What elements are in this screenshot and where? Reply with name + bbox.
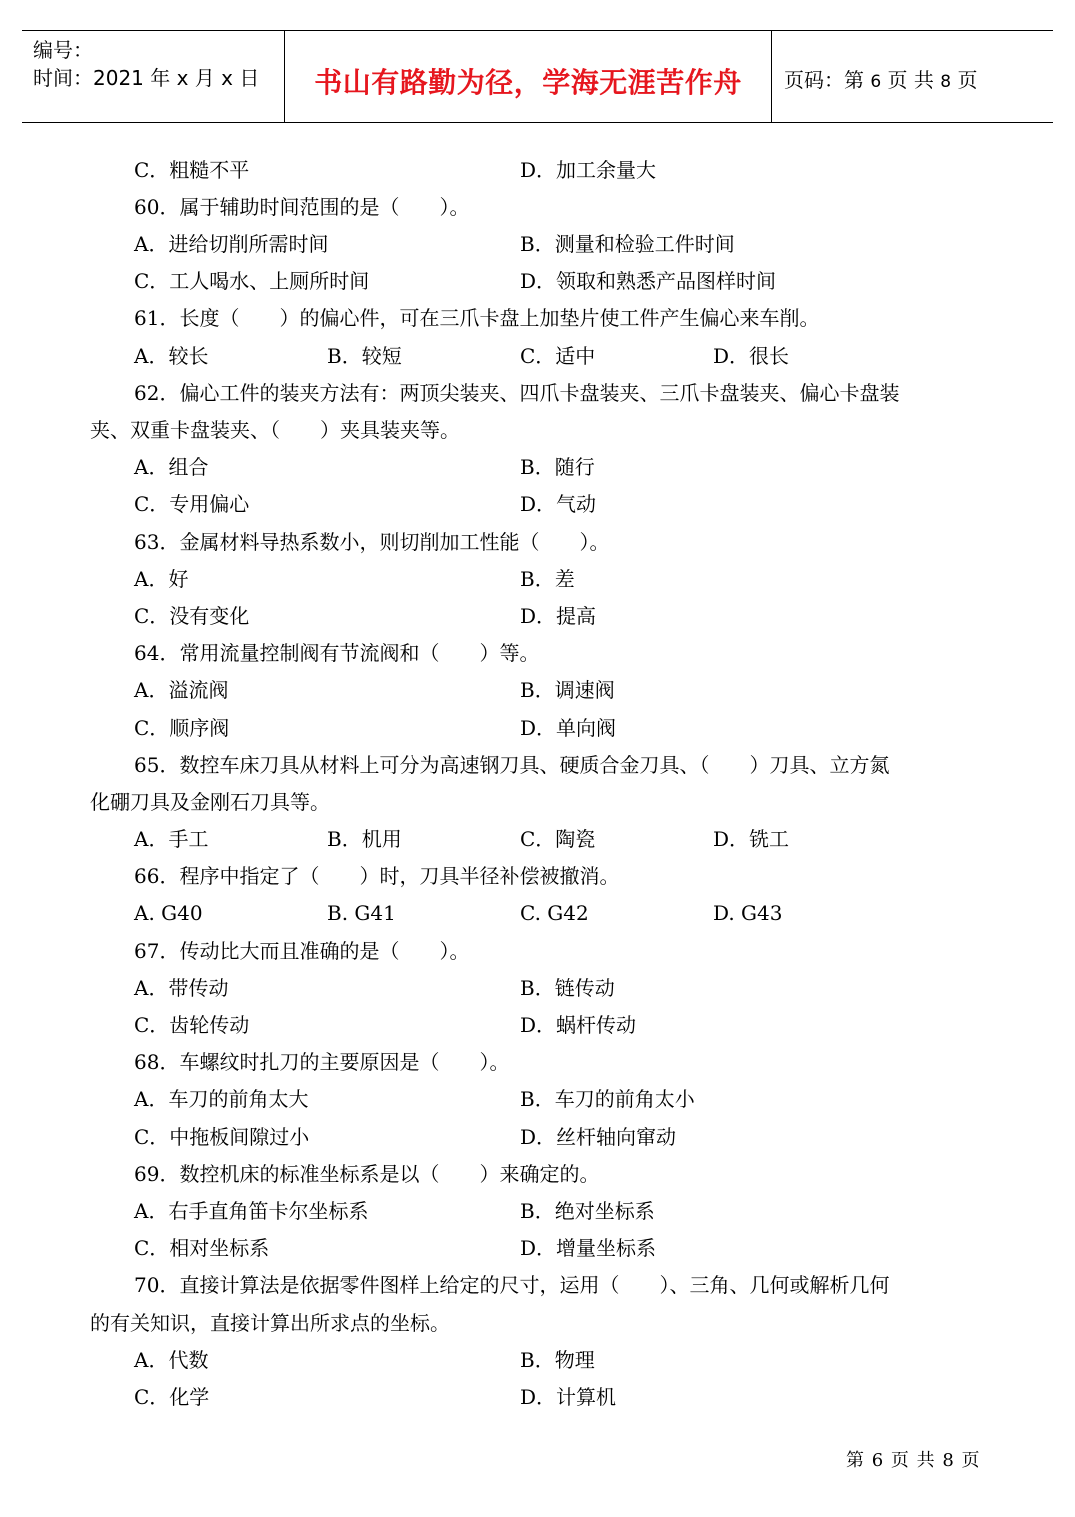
q70-option-d: D．计算机	[520, 1385, 617, 1409]
q61-option-c: C．适中	[520, 344, 596, 368]
q60-stem: 60．属于辅助时间范围的是（ ）。	[134, 195, 470, 219]
q68-option-b: B．车刀的前角太小	[520, 1087, 695, 1111]
page-label: 页码：第	[784, 68, 864, 92]
q63-option-a: A．好	[134, 567, 189, 591]
q61-stem: 61．长度（ ）的偏心件，可在三爪卡盘上加垫片使工件产生偏心来车削。	[134, 306, 820, 330]
q70-option-c: C．化学	[134, 1385, 210, 1409]
q60-option-c: C．工人喝水、上厕所时间	[134, 269, 370, 293]
page-footer: 第 6 页 共 8 页	[846, 1450, 981, 1471]
q66-option-c: C. G42	[520, 901, 589, 925]
header-page-cell	[772, 31, 1053, 123]
page-end: 页	[957, 68, 978, 92]
q59-option-c: C．粗糙不平	[134, 158, 250, 182]
q64-option-c: C．顺序阀	[134, 716, 230, 740]
q66-option-a: A. G40	[134, 901, 203, 925]
q63-option-c: C．没有变化	[134, 604, 250, 628]
header-info-cell	[22, 31, 285, 123]
time-label: 时间：2021 年 x 月 x 日	[33, 66, 260, 90]
q68-option-c: C．中拖板间隙过小	[134, 1125, 310, 1149]
q67-stem: 67．传动比大而且准确的是（ ）。	[134, 939, 470, 963]
page-mid: 页 共	[887, 68, 934, 92]
q63-option-d: D．提高	[520, 604, 597, 628]
q63-option-b: B．差	[520, 567, 575, 591]
header-motto-cell	[285, 31, 772, 123]
q69-option-b: B．绝对坐标系	[520, 1199, 655, 1223]
q62-option-a: A．组合	[134, 455, 209, 479]
q67-option-c: C．齿轮传动	[134, 1013, 250, 1037]
q65-stem-line1: 65．数控车床刀具从材料上可分为高速钢刀具、硬质合金刀具、（ ）刀具、立方氮	[134, 753, 890, 777]
q68-stem: 68．车螺纹时扎刀的主要原因是（ ）。	[134, 1050, 510, 1074]
q61-option-d: D．很长	[713, 344, 790, 368]
q66-option-d: D. G43	[713, 901, 783, 925]
q64-option-b: B．调速阀	[520, 678, 615, 702]
q66-option-b: B. G41	[327, 901, 396, 925]
q60-option-d: D．领取和熟悉产品图样时间	[520, 269, 777, 293]
q67-option-a: A．带传动	[134, 976, 229, 1000]
q70-option-a: A．代数	[134, 1348, 209, 1372]
page-indicator	[784, 64, 977, 93]
q69-option-c: C．相对坐标系	[134, 1236, 270, 1260]
q67-option-d: D．蜗杆传动	[520, 1013, 637, 1037]
q62-option-b: B．随行	[520, 455, 595, 479]
q65-option-c: C．陶瓷	[520, 827, 596, 851]
q63-stem: 63．金属材料导热系数小，则切削加工性能（ ）。	[134, 530, 610, 554]
q69-stem: 69．数控机床的标准坐标系是以（ ）来确定的。	[134, 1162, 600, 1186]
page-header	[22, 30, 1053, 123]
q65-stem-line2: 化硼刀具及金刚石刀具等。	[90, 790, 330, 814]
q69-option-d: D．增量坐标系	[520, 1236, 657, 1260]
motto: 书山有路勤为径，学海无涯苦作舟	[314, 66, 742, 99]
q59-option-d: D．加工余量大	[520, 158, 657, 182]
q67-option-b: B．链传动	[520, 976, 615, 1000]
number-label: 编号：	[33, 38, 93, 62]
q61-option-a: A．较长	[134, 344, 209, 368]
q65-option-a: A．手工	[134, 827, 209, 851]
q68-option-d: D．丝杆轴向窜动	[520, 1125, 677, 1149]
q64-option-d: D．单向阀	[520, 716, 617, 740]
q70-option-b: B．物理	[520, 1348, 595, 1372]
page-total: 8	[940, 72, 952, 92]
q66-stem: 66．程序中指定了（ ）时，刀具半径补偿被撤消。	[134, 864, 620, 888]
q70-stem-line2: 的有关知识，直接计算出所求点的坐标。	[90, 1311, 450, 1335]
q65-option-d: D．铣工	[713, 827, 790, 851]
q69-option-a: A．右手直角笛卡尔坐标系	[134, 1199, 369, 1223]
q70-stem-line1: 70．直接计算法是依据零件图样上给定的尺寸，运用（ ）、三角、几何或解析几何	[134, 1273, 890, 1297]
q61-option-b: B．较短	[327, 344, 402, 368]
q65-option-b: B．机用	[327, 827, 402, 851]
q68-option-a: A．车刀的前角太大	[134, 1087, 309, 1111]
q62-option-d: D．气动	[520, 492, 597, 516]
q60-option-a: A．进给切削所需时间	[134, 232, 329, 256]
q64-stem: 64．常用流量控制阀有节流阀和（ ）等。	[134, 641, 540, 665]
q60-option-b: B．测量和检验工件时间	[520, 232, 735, 256]
page-current: 6	[870, 72, 882, 92]
q62-stem-line1: 62．偏心工件的装夹方法有：两顶尖装夹、四爪卡盘装夹、三爪卡盘装夹、偏心卡盘装	[134, 381, 900, 405]
q62-option-c: C．专用偏心	[134, 492, 250, 516]
q64-option-a: A．溢流阀	[134, 678, 229, 702]
q62-stem-line2: 夹、双重卡盘装夹、（ ）夹具装夹等。	[90, 418, 460, 442]
